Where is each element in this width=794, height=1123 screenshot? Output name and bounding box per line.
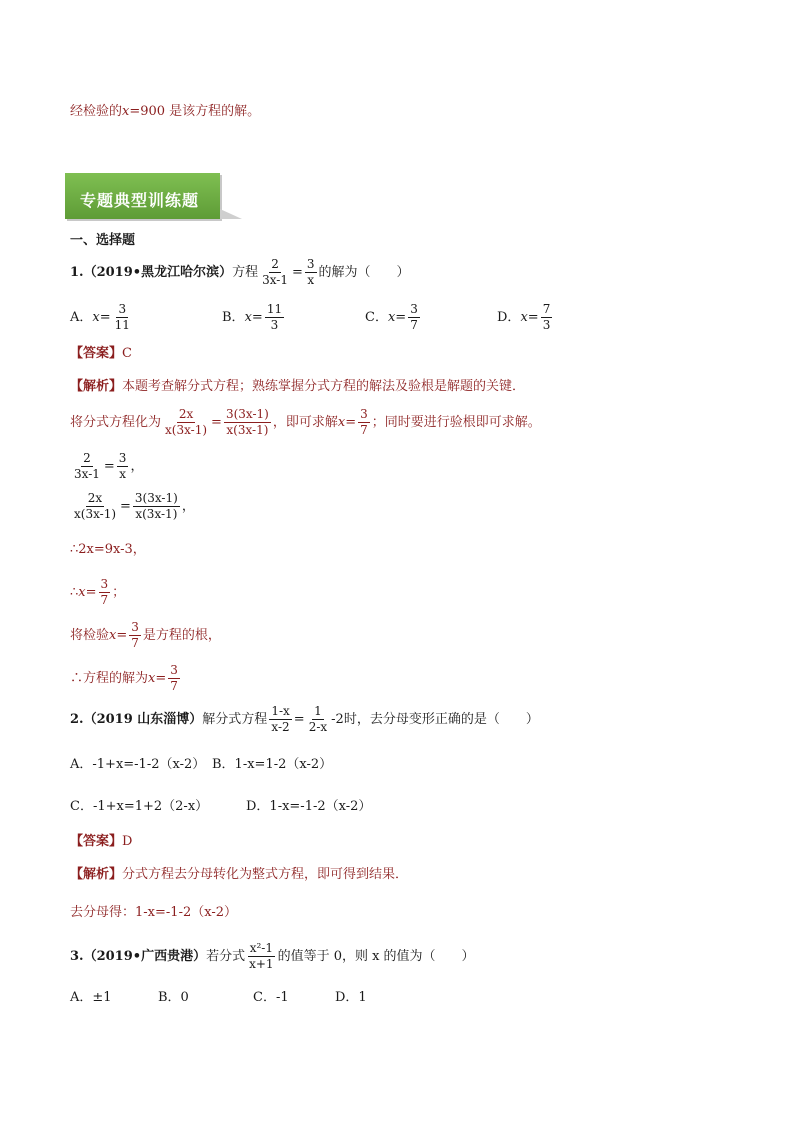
- numerator: 3: [129, 621, 141, 636]
- answer-value: C: [122, 346, 132, 361]
- q3-source: （2019•广西贵港）: [83, 949, 207, 965]
- equals: =: [120, 499, 131, 515]
- option-fraction: [113, 303, 132, 332]
- q1-f1-numerator: 2: [269, 258, 281, 273]
- q1-text-a: 方程: [232, 265, 259, 281]
- step2-fraction-1: [72, 492, 118, 521]
- option-label: C．: [365, 310, 388, 326]
- method-fraction-1: [163, 408, 209, 437]
- numerator: 3: [168, 664, 180, 679]
- numerator: 2: [81, 452, 93, 467]
- q1-step-2: [70, 492, 195, 521]
- q1-fraction-left: [260, 258, 290, 287]
- q1-option-b: [222, 303, 286, 332]
- numerator: 1: [312, 705, 324, 720]
- denominator: 7: [100, 593, 109, 608]
- denominator: 2-x: [308, 720, 328, 735]
- q1-step-5: [70, 621, 221, 650]
- denominator: x(3x-1): [74, 507, 117, 522]
- analysis-text: 本题考查解分式方程；熟练掌握分式方程的解法及验根是解题的关键．: [122, 379, 526, 394]
- equals: =: [155, 671, 167, 687]
- q3-number: 3.: [70, 949, 84, 965]
- banner-title: 专题典型训练题: [80, 191, 200, 210]
- q2-option-a: A．-1+x=-1-2（x-2）: [70, 757, 206, 772]
- intro-text-c: 是该方程的解。: [169, 104, 261, 119]
- denominator: x(3x-1): [135, 507, 178, 522]
- section-heading: 一、选择题: [70, 233, 136, 248]
- analysis-text: 分式方程去分母转化为整式方程，即可得到结果．: [122, 867, 409, 882]
- denominator: x: [119, 467, 126, 482]
- step-text-b: 1-x=-1-2（x-2）: [135, 905, 237, 920]
- q3-option-c: C．-1: [253, 990, 289, 1005]
- intro-line: [70, 105, 260, 118]
- q3-text-a: 若分式: [206, 949, 246, 965]
- q3-option-b: B．0: [158, 990, 189, 1005]
- numerator: 2x: [86, 492, 104, 507]
- q1-option-d: [497, 303, 554, 332]
- numerator: x²-1: [248, 942, 275, 957]
- denominator: 7: [170, 679, 178, 694]
- equals: =: [103, 459, 115, 475]
- numerator: 2x: [177, 408, 195, 423]
- numerator: 3(3x-1): [224, 408, 271, 423]
- q2-fraction-left: [269, 705, 291, 734]
- q2-source: （2019 山东淄博）: [83, 712, 203, 728]
- q1-analysis-line: [70, 380, 525, 393]
- method-fraction-3: [358, 408, 370, 437]
- analysis-tag: 【解析】: [70, 379, 123, 394]
- option-denominator: 11: [114, 318, 130, 333]
- method-text-b: ，即可求解: [272, 415, 338, 431]
- numerator: 3(3x-1): [133, 492, 180, 507]
- equals: =: [85, 585, 97, 601]
- step-text-a: 去分母得：: [70, 905, 136, 920]
- numerator: 3: [117, 452, 129, 467]
- method-var: x: [337, 415, 346, 431]
- method-text-c: ；同时要进行验根即可求解。: [371, 415, 541, 431]
- q3-fraction: [247, 942, 275, 971]
- equals: =: [211, 415, 222, 431]
- punctuation: ，: [130, 459, 144, 475]
- q1-fraction-right: [305, 258, 317, 287]
- q2-text-a: 解分式方程: [202, 712, 268, 728]
- banner-shadow-tail: [220, 209, 242, 219]
- q2-stem: [70, 705, 539, 734]
- denominator: x+1: [249, 957, 274, 972]
- step6-fraction: [168, 664, 180, 693]
- intro-text-b: =900: [129, 104, 166, 119]
- punctuation: ；: [112, 585, 126, 601]
- numerator: 3: [99, 578, 111, 593]
- denominator: 3x-1: [74, 467, 100, 482]
- q3-option-d: D．1: [335, 990, 367, 1005]
- step1-fraction-1: [72, 452, 102, 481]
- option-label: B．: [222, 310, 245, 326]
- q1-f2-denominator: x: [307, 273, 315, 288]
- option-numerator: 3: [408, 303, 420, 318]
- intro-text-a: 经检验的: [70, 104, 123, 119]
- q2-analysis-line: [70, 868, 408, 881]
- method-fraction-2: [224, 408, 271, 437]
- numerator: 1-x: [269, 705, 291, 720]
- denominator: x(3x-1): [226, 423, 269, 438]
- option-label: A．: [70, 310, 93, 326]
- option-denominator: 3: [542, 318, 551, 333]
- q1-step-6: [70, 664, 182, 693]
- text: ∴方程的解为: [70, 671, 149, 687]
- q2-step: [70, 906, 237, 919]
- q1-f2-numerator: 3: [305, 258, 317, 273]
- method-text-a: 将分式方程化为: [70, 415, 162, 431]
- intro-var: x: [122, 104, 130, 119]
- option-label: D．: [497, 310, 521, 326]
- answer-value: D: [122, 834, 133, 849]
- q2-fraction-right: [307, 705, 329, 734]
- option-equals: =: [395, 310, 407, 326]
- answer-tag: 【答案】: [70, 346, 123, 361]
- option-numerator: 7: [541, 303, 553, 318]
- option-fraction: [541, 303, 553, 332]
- text: 将检验: [70, 628, 110, 644]
- step1-fraction-2: [117, 452, 129, 481]
- q1-source: （2019•黑龙江哈尔滨）: [83, 265, 233, 281]
- numerator: 3: [358, 408, 370, 423]
- option-fraction: [408, 303, 420, 332]
- option-var: x: [520, 310, 528, 326]
- punctuation: ，: [181, 499, 195, 515]
- denominator: 7: [360, 423, 368, 438]
- q1-option-a: [70, 303, 134, 332]
- q1-number: 1.: [70, 265, 84, 281]
- option-var: x: [244, 310, 252, 326]
- option-denominator: 3: [270, 318, 279, 333]
- q2-answer-line: [70, 835, 132, 848]
- equals: =: [116, 628, 128, 644]
- q1-text-b: 的解为（ ）: [318, 265, 410, 281]
- q3-stem: [70, 942, 475, 971]
- equals: =: [345, 415, 357, 431]
- var: x: [78, 585, 86, 601]
- denominator: x(3x-1): [165, 423, 208, 438]
- q3-option-a: A．±1: [70, 990, 112, 1005]
- q1-stem: [70, 258, 410, 287]
- q2-option-b: B．1-x=1-2（x-2）: [212, 757, 333, 772]
- option-numerator: 11: [265, 303, 284, 318]
- option-var: x: [387, 310, 396, 326]
- answer-tag: 【答案】: [70, 834, 123, 849]
- denominator: x-2: [271, 720, 290, 735]
- q1-option-c: [365, 303, 422, 332]
- q1-step-3: ∴2x=9x-3，: [70, 542, 146, 557]
- q1-equals: =: [291, 265, 303, 281]
- q1-step-1: [70, 452, 143, 481]
- option-equals: =: [251, 310, 263, 326]
- var: x: [148, 671, 156, 687]
- q2-number: 2.: [70, 712, 84, 728]
- q1-answer-line: [70, 347, 132, 360]
- q3-text-b: 的值等于 0，则 x 的值为（ ）: [277, 949, 475, 965]
- q1-step-4: [70, 578, 125, 607]
- q2-text-b: -2时，去分母变形正确的是（ ）: [331, 712, 539, 728]
- option-fraction: [265, 303, 284, 332]
- q2-option-d: D．1-x=-1-2（x-2）: [246, 799, 372, 814]
- option-denominator: 7: [410, 318, 418, 333]
- step4-fraction: [99, 578, 111, 607]
- option-numerator: 3: [116, 303, 128, 318]
- option-equals: =: [99, 310, 111, 326]
- q2-option-c: C．-1+x=1+2（2-x）: [70, 799, 209, 814]
- step2-fraction-2: [133, 492, 180, 521]
- equals: =: [293, 712, 305, 728]
- analysis-tag: 【解析】: [70, 867, 123, 882]
- denominator: 7: [131, 636, 139, 651]
- text: 是方程的根，: [142, 628, 221, 644]
- option-var: x: [92, 310, 100, 326]
- var: x: [109, 628, 117, 644]
- therefore: ∴: [70, 585, 79, 601]
- q1-method-line: [70, 408, 541, 437]
- option-equals: =: [527, 310, 539, 326]
- q1-f1-denominator: 3x-1: [262, 273, 288, 288]
- step5-fraction: [129, 621, 141, 650]
